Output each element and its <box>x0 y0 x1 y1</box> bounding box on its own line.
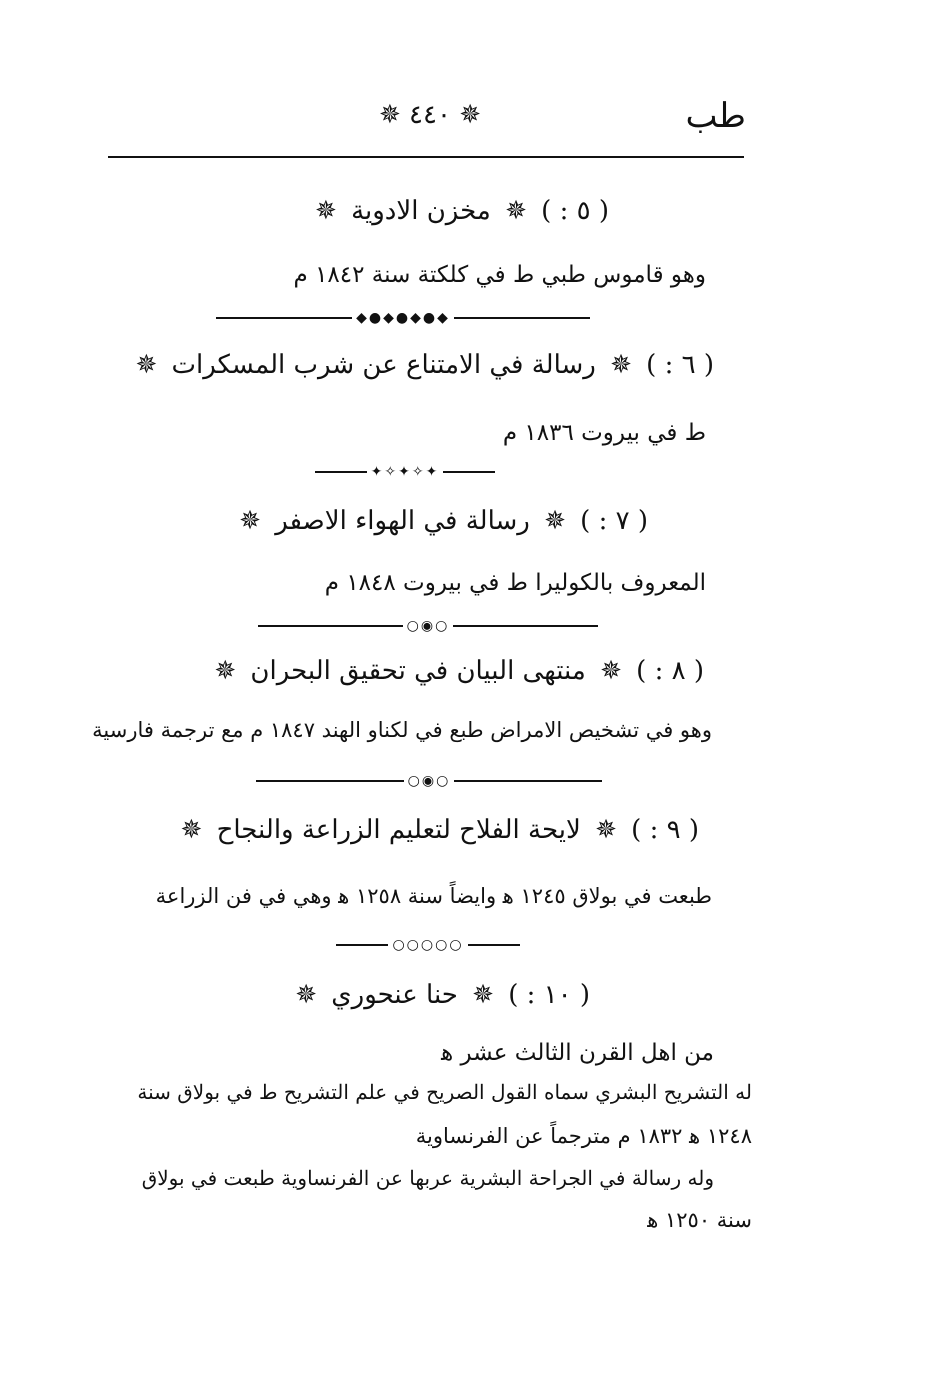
ornament-icon: ✵ <box>295 980 318 1010</box>
ornament-icon: ✵ <box>180 815 203 845</box>
entry-number: ( ٩ : ) <box>631 815 699 845</box>
ornament-icon: ✵ <box>544 506 566 536</box>
page-number: ٤٤٠ <box>409 100 451 130</box>
ornament-icon: ✵ <box>610 350 632 380</box>
entry-title-7 <box>233 506 648 536</box>
entry-line: وهو قاموس طبي ط في كلكتة سنة ١٨٤٢ م <box>293 262 706 288</box>
ornament-icon: ✵ <box>459 100 482 130</box>
ornamental-divider: ✦✧✦✧✦ <box>315 465 495 479</box>
ornament-icon: ✵ <box>315 196 337 226</box>
ornamental-divider: ◆●◆●◆●◆ <box>216 311 590 325</box>
entry-title: منتهى البيان في تحقيق البحران <box>250 656 586 686</box>
entry-line: طبعت في بولاق ١٢٤٥ ﻫ وايضاً سنة ١٢٥٨ ﻫ وهي في فن الزراعة <box>155 884 712 908</box>
ornament-icon: ✵ <box>595 815 617 845</box>
entry-line: من اهل القرن الثالث عشر ﻫ <box>441 1040 714 1066</box>
running-head-topic: طب <box>685 96 746 136</box>
ornament-icon: ✵ <box>505 196 527 226</box>
entry-title: حنا عنحوري <box>331 980 458 1010</box>
entry-title-8 <box>208 656 704 686</box>
ornament-icon: ✵ <box>135 350 158 380</box>
page-number-block <box>375 100 485 130</box>
entry-number: ( ٦ : ) <box>646 350 714 380</box>
entry-title: مخزن الادوية <box>351 196 491 226</box>
entry-title: رسالة في الهواء الاصفر <box>275 506 530 536</box>
ornament-icon: ✵ <box>472 980 494 1010</box>
entry-title-10 <box>289 980 590 1010</box>
entry-number: ( ٧ : ) <box>580 506 648 536</box>
ornament-icon: ✵ <box>214 656 237 686</box>
ornamental-divider: ○◉○ <box>258 619 598 633</box>
entry-title-6 <box>129 350 714 380</box>
ornamental-divider: ○◉○ <box>256 774 602 788</box>
header-rule <box>108 156 744 158</box>
entry-title-9 <box>175 815 700 845</box>
entry-line: المعروف بالكوليرا ط في بيروت ١٨٤٨ م <box>324 570 706 596</box>
ornament-icon: ✵ <box>600 656 622 686</box>
ornamental-divider: ○○○○○ <box>336 938 520 952</box>
entry-line: سنة ١٢٥٠ ﻫ <box>647 1208 752 1232</box>
ornament-icon: ✵ <box>239 506 261 536</box>
entry-line: ١٢٤٨ ﻫ ١٨٣٢ م مترجماً عن الفرنساوية <box>415 1124 752 1148</box>
entry-number: ( ١٠ : ) <box>508 980 590 1010</box>
ornament-icon: ✵ <box>378 100 401 130</box>
entry-title-5 <box>309 196 609 226</box>
entry-title: رسالة في الامتناع عن شرب المسكرات <box>171 350 596 380</box>
entry-line: وله رسالة في الجراحة البشرية عربها عن الفرنساوية طبعت في بولاق <box>141 1166 714 1190</box>
entry-line: ط في بيروت ١٨٣٦ م <box>502 420 706 446</box>
entry-line: له التشريح البشري سماه القول الصريح في علم التشريح ط في بولاق سنة <box>137 1080 752 1104</box>
entry-title: لايحة الفلاح لتعليم الزراعة والنجاح <box>216 815 581 845</box>
entry-line: وهو في تشخيص الامراض طبع في لكناو الهند ١٨٤٧ م مع ترجمة فارسية <box>92 718 712 742</box>
entry-number: ( ٨ : ) <box>636 656 704 686</box>
entry-number: ( ٥ : ) <box>541 196 609 226</box>
